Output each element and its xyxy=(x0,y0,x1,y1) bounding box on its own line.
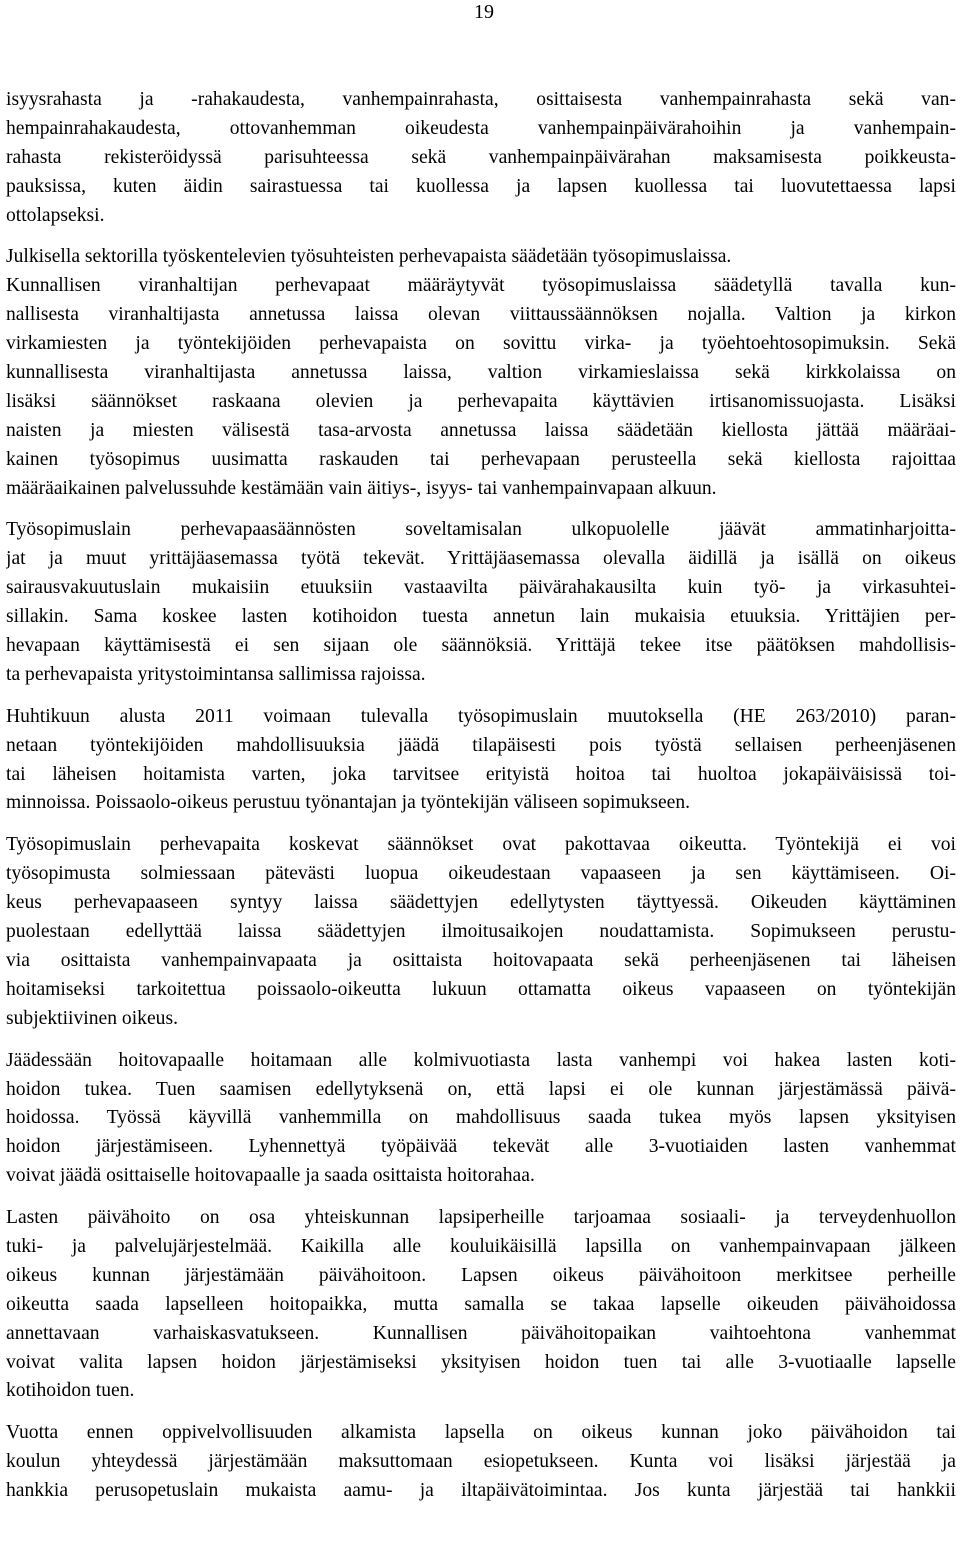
text-line: Julkisella sektorilla työskentelevien työsuhteisten perhevapaista säädetään työsopimuslaissa. xyxy=(6,246,732,268)
text-line: voivat jäädä osittaiselle hoitovapaalle ja saada osittaista hoitorahaa. xyxy=(6,1165,535,1187)
text-line: hevapaan käyttämisestä ei sen sijaan ole säännöksiä. Yrittäjä tekee itse päätöksen mahdollisis- xyxy=(6,635,956,657)
text-line: määräaikainen palvelussuhde kestämään vain äitiys-, isyys- tai vanhempainvapaan alkuun. xyxy=(6,477,717,499)
document-body xyxy=(6,86,956,1506)
text-line: Lasten päivähoito on osa yhteiskunnan lapsiperheille tarjoamaa sosiaali- ja terveydenhuollon xyxy=(6,1207,956,1229)
paragraph xyxy=(6,1047,956,1191)
text-line: tai läheisen hoitamista varten, joka tarvitsee erityistä hoitoa tai huoltoa jokapäiväisissä toi- xyxy=(6,763,956,785)
text-line: naisten ja miesten välisestä tasa-arvosta annetussa laissa säädetään kiellosta jättää määräai- xyxy=(6,419,956,441)
text-line: pauksissa, kuten äidin sairastuessa tai kuollessa ja lapsen kuollessa tai luovutettaessa lapsi xyxy=(6,175,956,197)
paragraph xyxy=(6,516,956,689)
text-line: oikeus kunnan järjestämään päivähoitoon. Lapsen oikeus päivähoitoon merkitsee perheille xyxy=(6,1264,956,1286)
text-line: Vuotta ennen oppivelvollisuuden alkamista lapsella on oikeus kunnan joko päivähoidon tai xyxy=(6,1422,956,1444)
text-line: koulun yhteydessä järjestämään maksuttomaan esiopetukseen. Kunta voi lisäksi järjestää ja xyxy=(6,1451,956,1473)
text-line: kunnallisesta viranhaltijasta annetussa laissa, valtion virkamieslaissa sekä kirkkolaissa on xyxy=(6,362,956,384)
text-line: voivat valita lapsen hoidon järjestämiseksi yksityisen hoidon tuen tai alle 3-vuotiaalle lapselle xyxy=(6,1351,956,1373)
text-line: hempainrahakaudesta, ottovanhemman oikeudesta vanhempainpäivärahoihin ja vanhempain- xyxy=(6,117,956,139)
text-line: nallisesta viranhaltijasta annetussa laissa olevan viittaussäännöksen nojalla. Valtion ja kirkon xyxy=(6,304,956,326)
text-line: virkamiesten ja työntekijöiden perhevapaista on sovittu virka- ja työehtoehtosopimuksin. Sekä xyxy=(6,333,956,355)
text-line: kainen työsopimus uusimatta raskauden tai perhevapaan perusteella sekä kiellosta rajoittaa xyxy=(6,448,956,470)
paragraph xyxy=(6,703,956,819)
text-line: kotihoidon tuen. xyxy=(6,1380,135,1402)
text-line: rahasta rekisteröidyssä parisuhteessa sekä vanhempainpäivärahan maksamisesta poikkeusta- xyxy=(6,146,956,168)
text-line: jat ja muut yrittäjäasemassa työtä tekevät. Yrittäjäasemassa olevalla äidillä ja isällä on oikeus xyxy=(6,548,956,570)
text-line: annettavaan varhaiskasvatukseen. Kunnallisen päivähoitopaikan vaihtoehtona vanhemmat xyxy=(6,1322,956,1344)
text-line: subjektiivinen oikeus. xyxy=(6,1007,178,1029)
text-line: ottolapseksi. xyxy=(6,204,105,226)
text-line: Työsopimuslain perhevapaasäännösten soveltamisalan ulkopuolelle jäävät ammatinharjoitta- xyxy=(6,519,956,541)
text-line: minnoissa. Poissaolo-oikeus perustuu työnantajan ja työntekijän väliseen sopimukseen. xyxy=(6,792,691,814)
page-number: 19 xyxy=(474,1,494,23)
text-line: isyysrahasta ja -rahakaudesta, vanhempainrahasta, osittaisesta vanhempainrahasta sekä van- xyxy=(6,89,956,110)
text-line: Työsopimuslain perhevapaita koskevat säännökset ovat pakottavaa oikeutta. Työntekijä ei voi xyxy=(6,834,956,856)
text-line: sairausvakuutuslain mukaisiin etuuksiin vastaavilta päivärahakausilta kuin työ- ja virkasuhtei- xyxy=(6,577,956,599)
paragraph xyxy=(6,831,956,1033)
text-line: työsopimusta solmiessaan pätevästi luopua oikeudestaan vapaaseen ja sen käyttämiseen. Oi- xyxy=(6,863,956,885)
text-line: lisäksi säännökset raskaana olevien ja perhevapaita käyttävien irtisanomissuojasta. Lisäksi xyxy=(6,390,956,412)
paragraph xyxy=(6,1204,956,1406)
text-line: sillakin. Sama koskee lasten kotihoidon tuesta annetun lain mukaisia etuuksia. Yrittäjien per- xyxy=(6,606,956,628)
paragraph xyxy=(6,86,956,230)
text-line: Huhtikuun alusta 2011 voimaan tulevalla työsopimuslain muutoksella (HE 263/2010) paran- xyxy=(6,705,956,727)
paragraph xyxy=(6,1419,956,1506)
text-line: oikeutta saada lapselleen hoitopaikka, mutta samalla se takaa lapselle oikeuden päivähoidossa xyxy=(6,1293,956,1315)
text-line: puolestaan edellyttää laissa säädettyjen ilmoitusaikojen noudattamista. Sopimukseen perustu- xyxy=(6,921,956,943)
text-line: hoidossa. Työssä käyvillä vanhemmilla on mahdollisuus saada tukea myös lapsen yksityisen xyxy=(6,1107,956,1129)
text-line: ta perhevapaista yritystoimintansa sallimissa rajoissa. xyxy=(6,663,426,685)
text-line: hankkia perusopetuslain mukaista aamu- ja iltapäivätoimintaa. Jos kunta järjestää tai hankkii xyxy=(6,1480,956,1502)
text-line: keus perhevapaaseen syntyy laissa säädettyjen edellytysten täyttyessä. Oikeuden käyttäminen xyxy=(6,892,956,914)
text-line: Kunnallisen viranhaltijan perhevapaat määräytyvät työsopimuslaissa säädetyllä tavalla kun- xyxy=(6,275,956,297)
text-line: netaan työntekijöiden mahdollisuuksia jäädä tilapäisesti pois työstä sellaisen perheenjäsenen xyxy=(6,734,956,756)
text-line: via osittaista vanhempainvapaata ja osittaista hoitovapaata sekä perheenjäsenen tai läheisen xyxy=(6,949,956,971)
paragraph xyxy=(6,243,956,503)
text-line: Jäädessään hoitovapaalle hoitamaan alle kolmivuotiasta lasta vanhempi voi hakea lasten koti- xyxy=(6,1049,956,1071)
text-line: hoidon tukea. Tuen saamisen edellytyksenä on, että lapsi ei ole kunnan järjestämässä päivä- xyxy=(6,1078,956,1100)
text-line: hoidon järjestämiseen. Lyhennettyä työpäivää tekevät alle 3-vuotiaiden lasten vanhemmat xyxy=(6,1136,956,1158)
text-line: tuki- ja palvelujärjestelmää. Kaikilla alle kouluikäisillä lapsilla on vanhempainvapaan jälkeen xyxy=(6,1235,956,1257)
text-line: hoitamiseksi tarkoitettua poissaolo-oikeutta lukuun ottamatta oikeus vapaaseen on työntekijän xyxy=(6,978,956,1000)
